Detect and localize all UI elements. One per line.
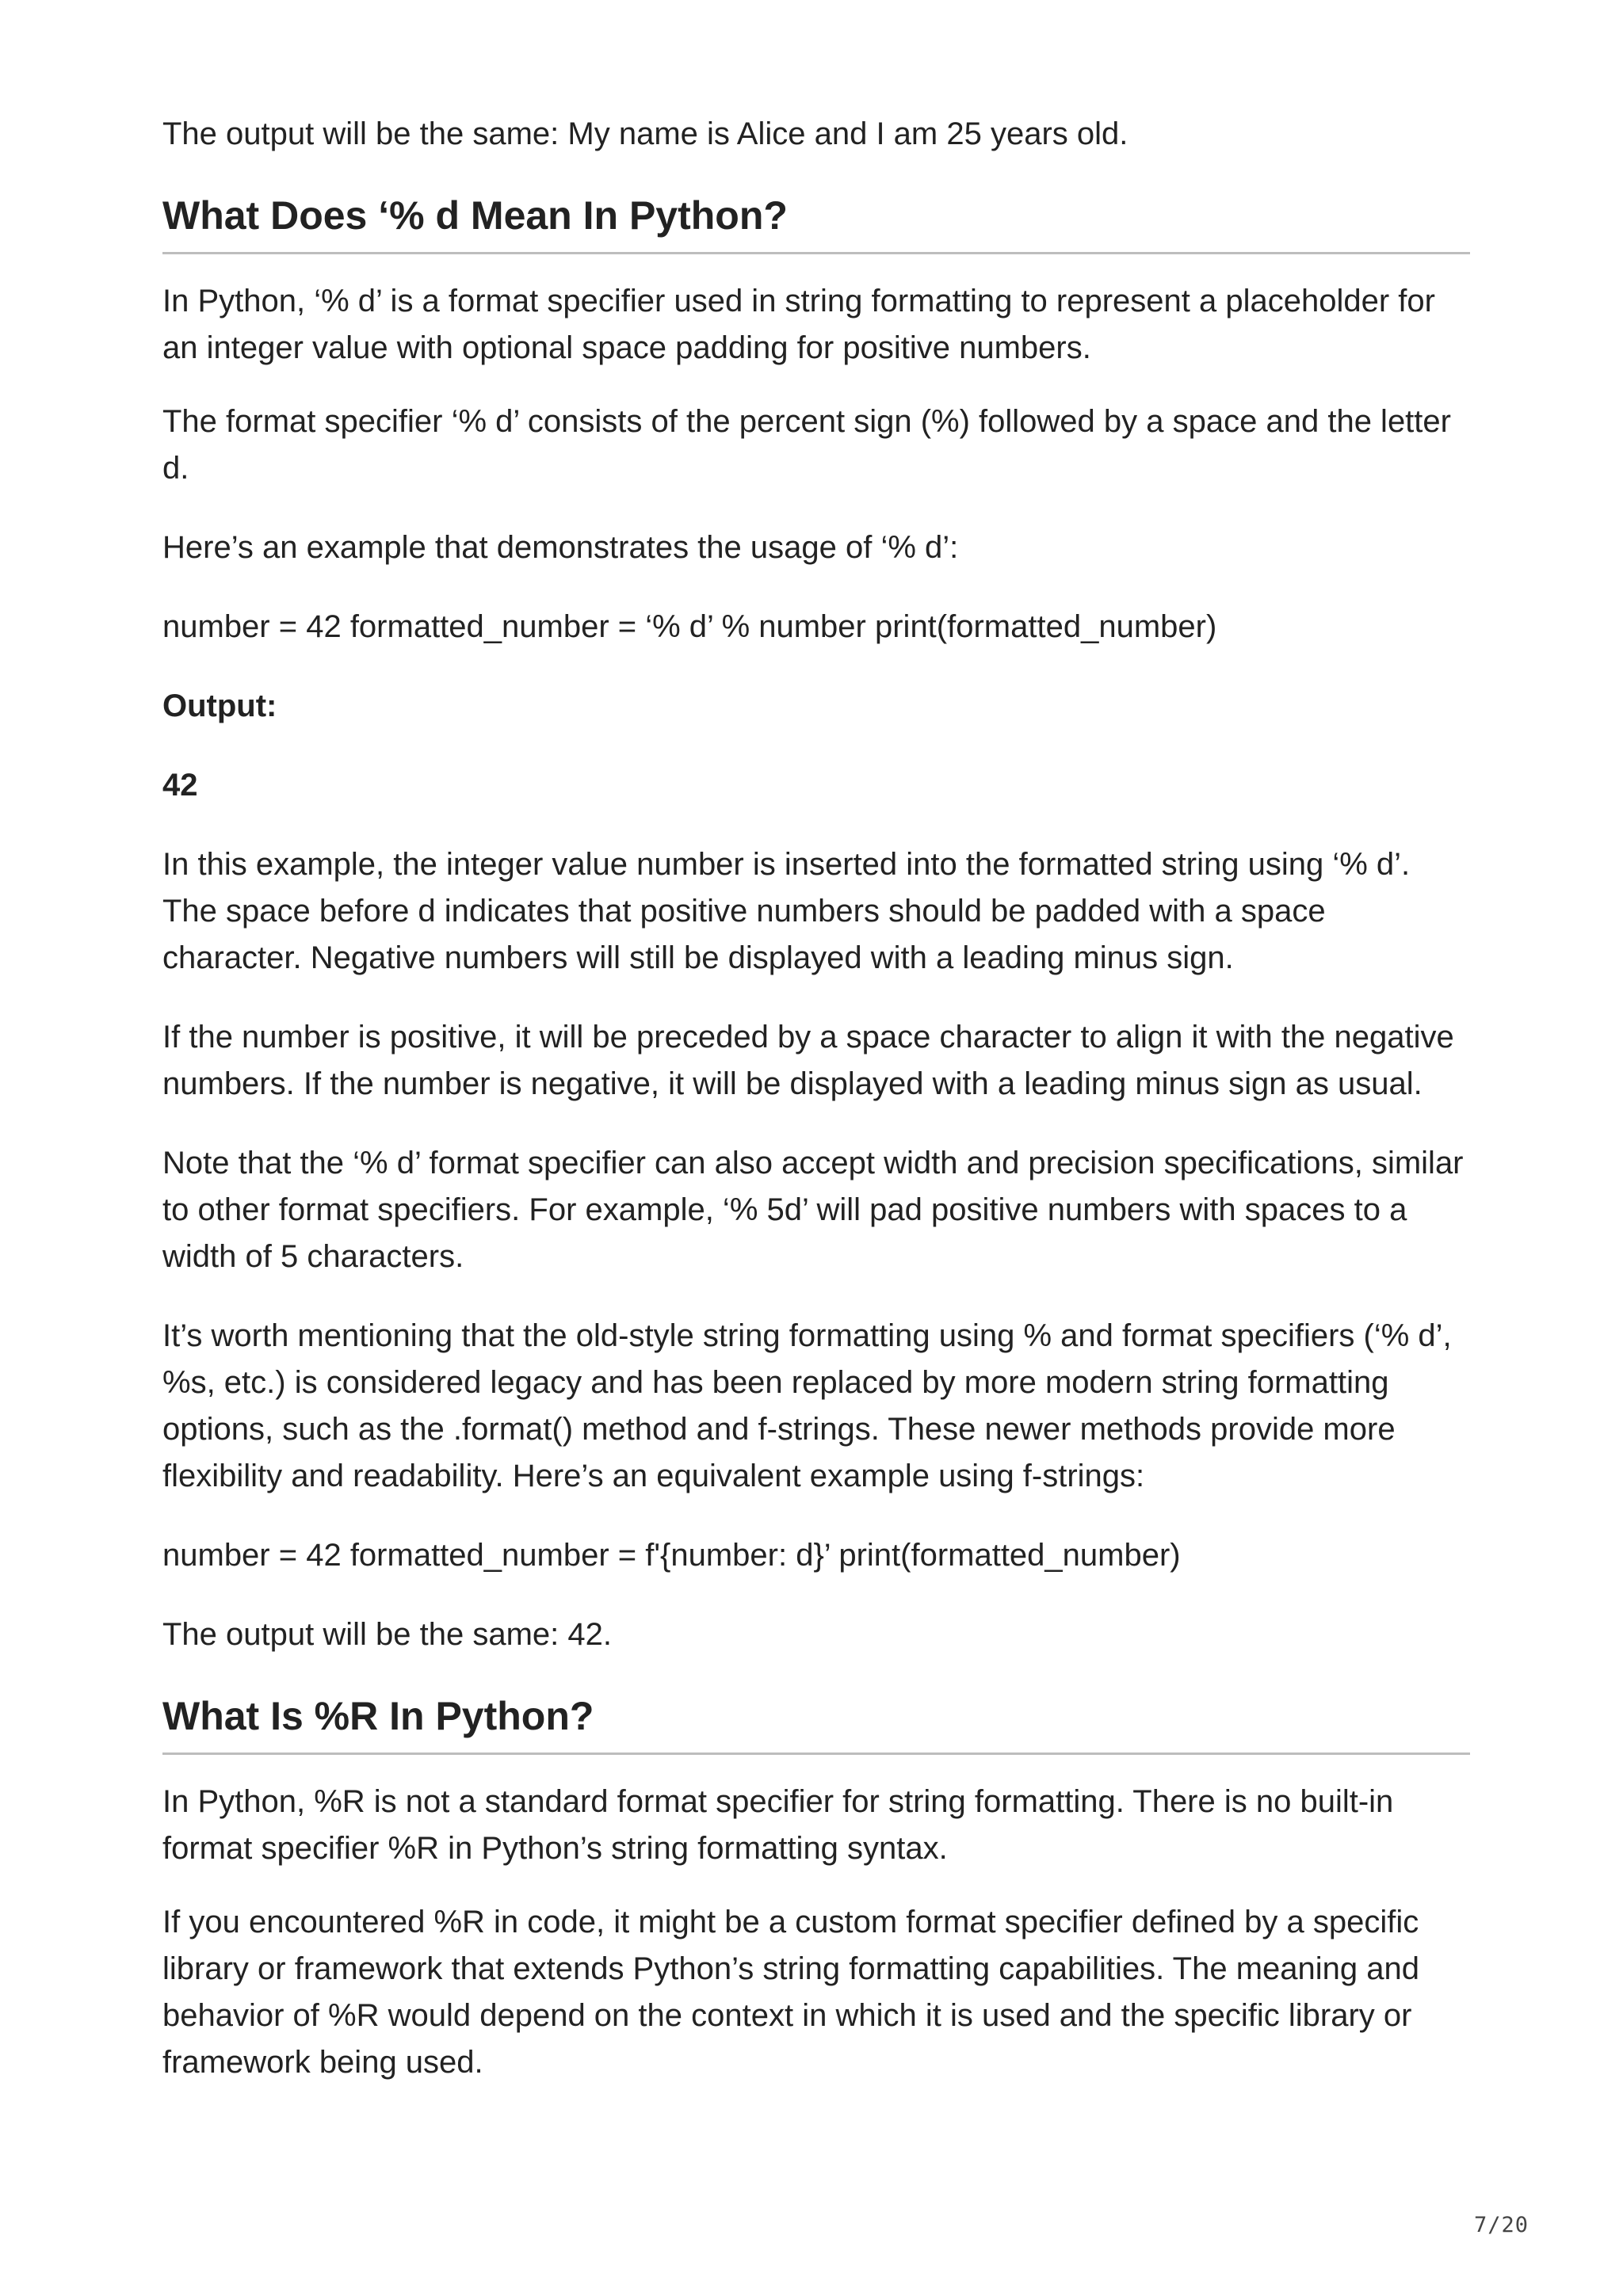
section1-paragraph-5: If the number is positive, it will be preceded by a space character to align it with the negative numbers. If the number is negative, it will be displayed with a leading minus sign as usual. — [162, 1020, 1454, 1101]
section1-paragraph-1: In Python, ‘% d’ is a format specifier used in string formatting to represent a placeholder for an integer value with optional space padding for positive numbers. — [162, 284, 1435, 365]
section1-paragraph-8: The output will be the same: 42. — [162, 1617, 612, 1652]
section2-paragraph-1: In Python, %R is not a standard format specifier for string formatting. There is no built-in format specifier %R in Python’s string formatting syntax. — [162, 1784, 1394, 1866]
section1-paragraph-7: It’s worth mentioning that the old-style string formatting using % and format specifiers (‘% d’, %s, etc.) is considered legacy and has been replaced by more modern string formatting options, such as the .format() method and f-strings. These newer methods provide more flexibility and readability. Here’s an equivalent example using f-strings: — [162, 1318, 1452, 1493]
article-content — [162, 111, 1470, 2119]
section-heading-percent-r: What Is %R In Python? — [162, 1691, 1470, 1755]
section1-paragraph-6: Note that the ‘% d’ format specifier can also accept width and precision specifications, similar to other format specifiers. For example, ‘% 5d’ will pad positive numbers with spaces to a width of 5 characters. — [162, 1146, 1464, 1274]
section2-paragraph-2: If you encountered %R in code, it might be a custom format specifier defined by a specific library or framework that extends Python’s string formatting capabilities. The meaning and behavior of %R would depend on the context in which it is used and the specific library or framework being used. — [162, 1905, 1419, 2080]
output-label: Output: — [162, 688, 277, 723]
code-example-1: number = 42 formatted_number = ‘% d’ % number print(formatted_number) — [162, 609, 1217, 644]
intro-output-paragraph: The output will be the same: My name is Alice and I am 25 years old. — [162, 116, 1128, 151]
section-heading-percent-d: What Does ‘% d Mean In Python? — [162, 190, 1470, 254]
output-value: 42 — [162, 768, 198, 803]
page-number: 7/20 — [1473, 2213, 1529, 2237]
section1-paragraph-4: In this example, the integer value number is inserted into the formatted string using ‘% d’. The space before d indicates that positive numbers should be padded with a space character. Negative numbers will still be displayed with a leading minus sign. — [162, 847, 1411, 975]
section1-paragraph-2: The format specifier ‘% d’ consists of the percent sign (%) followed by a space and the letter d. — [162, 404, 1451, 486]
section1-paragraph-3: Here’s an example that demonstrates the usage of ‘% d’: — [162, 530, 959, 565]
code-example-2: number = 42 formatted_number = f'{number: d}’ print(formatted_number) — [162, 1538, 1181, 1573]
